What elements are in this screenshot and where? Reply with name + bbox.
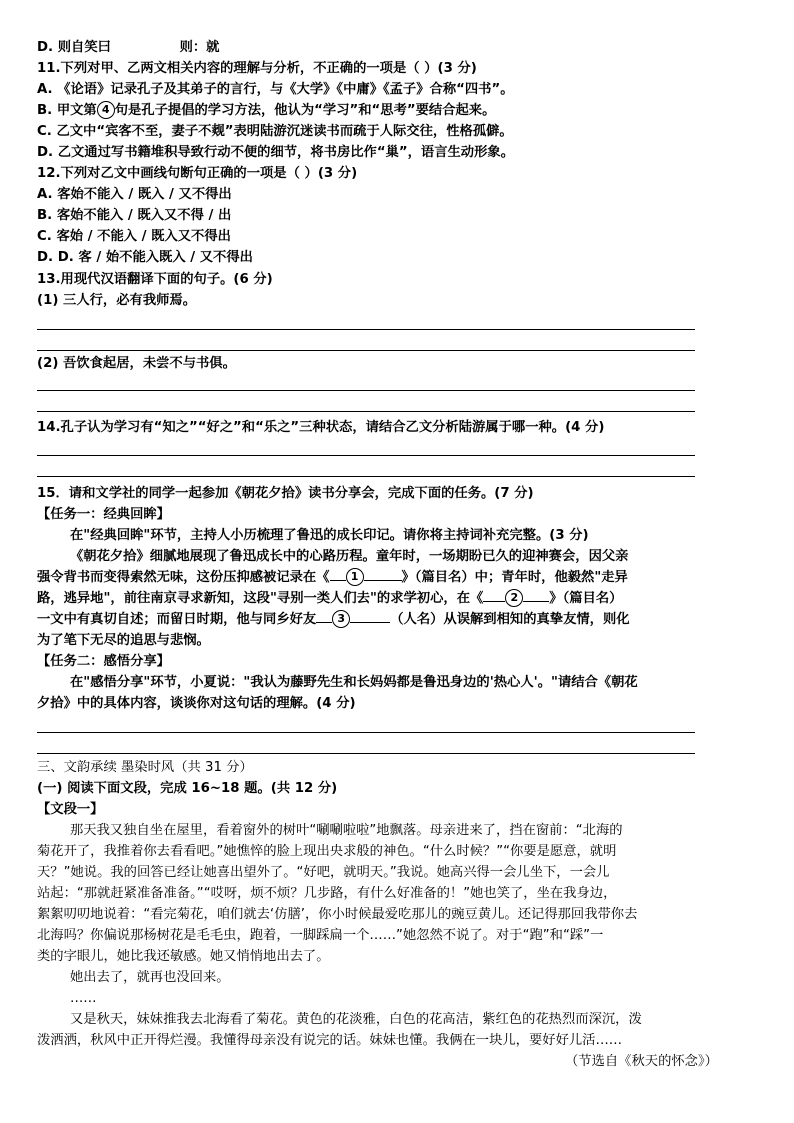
text: 》（篇目名）中；青年时，他毅然"走异	[401, 570, 628, 585]
circled-number: 2	[505, 589, 523, 607]
q15-task1-intro: 在"经典回眸"环节，主持人小历梳理了鲁迅的成长印记。请你将主持词补充完整。(3 分)	[70, 528, 589, 543]
q11-option-d: D. 乙文通过写书籍堆积导致行动不便的细节，将书房比作“巢”，语言生动形象。	[37, 145, 514, 160]
q12-option-d: D. D. 客 / 始不能入既入 / 又不得出	[37, 250, 253, 265]
text: （人名）从误解到相知的真挚友情，则化	[390, 612, 630, 627]
q12-stem: 12.下列对乙文中画线句断句正确的一项是（ ）(3 分)	[37, 166, 358, 181]
q12-option-b: B. 客始不能入 / 既入又不得 / 出	[37, 208, 232, 223]
q15-task2-heading: 【任务二：感悟分享】	[37, 654, 170, 669]
answer-line[interactable]	[37, 476, 695, 477]
passage-line: 菊花开了，我推着你去看看吧。”她憔悴的脸上现出央求般的神色。“什么时候？”“你要是愿意，就明	[37, 844, 617, 859]
answer-line[interactable]	[37, 350, 695, 351]
passage-line: 絮絮叨叨地说着：“看完菊花，咱们就去‘仿膳’，你小时候最爱吃那儿的豌豆黄儿。还记得那回我带你去	[37, 907, 638, 922]
circled-number: 3	[332, 610, 350, 628]
fill-blank[interactable]	[364, 580, 402, 581]
q11-option-a: A. 《论语》记录孔子及其弟子的言行，与《大学》《中庸》《孟子》合称“四书”。	[37, 82, 514, 97]
q15-task2-line: 在"感悟分享"环节，小夏说："我认为藤野先生和长妈妈都是鲁迅身边的'热心人'。"请结合《朝花	[70, 675, 638, 690]
passage-line: 她出去了，就再也没回来。	[70, 970, 230, 985]
passage-heading: 【文段一】	[37, 802, 104, 817]
fill-blank[interactable]	[483, 601, 505, 602]
q10-option-d	[37, 38, 219, 58]
q15-task1-heading: 【任务一：经典回眸】	[37, 507, 170, 522]
option-left: 则自笑曰	[57, 40, 111, 55]
text: 路，逃异地"，前往南京寻求新知，这段"寻别一类人们去"的求学初心，在《	[37, 591, 484, 606]
passage-line: 那天我又独自坐在屋里，看着窗外的树叶“唰唰啦啦”地飘落。母亲进来了，挡在窗前：“北海的	[70, 823, 623, 838]
section-subtitle: (一) 阅读下面文段，完成 16~18 题。(共 12 分)	[37, 781, 338, 796]
q12-option-a: A. 客始不能入 / 既入 / 又不得出	[37, 187, 232, 202]
circled-number: 1	[346, 568, 364, 586]
q15-task2-line: 夕拾》中的具体内容，谈谈你对这句话的理解。(4 分)	[37, 696, 356, 711]
q13-sentence-2: (2) 吾饮食起居，未尝不与书俱。	[37, 356, 236, 371]
answer-line[interactable]	[37, 455, 695, 456]
q12-option-c: C. 客始 / 不能入 / 既入又不得出	[37, 229, 231, 244]
q15-passage-line	[37, 589, 622, 609]
q15-passage-line	[37, 610, 630, 630]
q13-stem: 13.用现代汉语翻译下面的句子。(6 分)	[37, 272, 273, 287]
passage-line: 北海吗？你偏说那杨树花是毛毛虫，跑着，一脚踩扁一个……”她忽然不说了。对于“跑”和“踩”一	[37, 928, 604, 943]
fill-blank[interactable]	[350, 622, 390, 623]
fill-blank[interactable]	[523, 601, 549, 602]
q15-passage-line: 《朝花夕拾》细腻地展现了鲁迅成长中的心路历程。童年时，一场期盼已久的迎神赛会，因父亲	[70, 549, 629, 564]
q11-b-post: 句是孔子提倡的学习方法，他认为“学习”和“思考”要结合起来。	[114, 103, 496, 118]
fill-blank[interactable]	[316, 622, 332, 623]
q15-stem: 15．请和文学社的同学一起参加《朝花夕拾》读书分享会，完成下面的任务。(7 分)	[37, 486, 534, 501]
passage-line: 泼洒洒，秋风中正开得烂漫。我懂得母亲没有说完的话。妹妹也懂。我俩在一块儿，要好好儿活……	[37, 1033, 623, 1048]
q11-option-c: C. 乙文中“宾客不至，妻子不觌”表明陆游沉迷读书而疏于人际交往，性格孤僻。	[37, 124, 513, 139]
q13-sentence-1: (1) 三人行，必有我师焉。	[37, 293, 197, 308]
text: 》（篇目名）	[549, 591, 623, 606]
circled-number: 4	[97, 101, 115, 119]
option-label: D.	[37, 40, 54, 55]
q11-stem: 11.下列对甲、乙两文相关内容的理解与分析，不正确的一项是（ ）(3 分)	[37, 61, 477, 76]
passage-line: 类的字眼儿，她比我还敏感。她又悄悄地出去了。	[37, 949, 330, 964]
text: 一文中有真切自述；而留日时期，他与同乡好友	[37, 612, 317, 627]
q11-b-pre: B. 甲文第	[37, 103, 97, 118]
passage-line: 又是秋天，妹妹推我去北海看了菊花。黄色的花淡雅，白色的花高洁，紫红色的花热烈而深沉，泼	[70, 1012, 642, 1027]
passage-line: 天？”她说。我的回答已经让她喜出望外了。“好吧，就明天。”我说。她高兴得一会儿坐下，一会儿	[37, 865, 610, 880]
section-title: 三、文韵承续 墨染时风（共 31 分）	[37, 760, 253, 775]
text: 强令背书而变得索然无味，这份压抑感被记录在《	[37, 570, 330, 585]
option-right: 则：就	[179, 40, 220, 55]
q15-passage-line	[37, 568, 628, 588]
q15-passage-line: 为了笔下无尽的追思与悲悯。	[37, 633, 210, 648]
q11-option-b	[37, 101, 495, 121]
fill-blank[interactable]	[330, 580, 346, 581]
passage-ellipsis: ……	[70, 991, 97, 1006]
passage-line: 站起：“那就赶紧准备准备。”“哎呀，烦不烦？几步路，有什么好准备的！”她也笑了，坐在我身边，	[37, 886, 617, 901]
passage-source: （节选自《秋天的怀念》）	[565, 1054, 718, 1069]
answer-line[interactable]	[37, 753, 695, 754]
answer-line[interactable]	[37, 390, 695, 391]
answer-line[interactable]	[37, 732, 695, 733]
answer-line[interactable]	[37, 411, 695, 412]
answer-line[interactable]	[37, 329, 695, 330]
q14-stem: 14.孔子认为学习有“知之”“好之”和“乐之”三种状态，请结合乙文分析陆游属于哪一种。(4 分)	[37, 420, 605, 435]
